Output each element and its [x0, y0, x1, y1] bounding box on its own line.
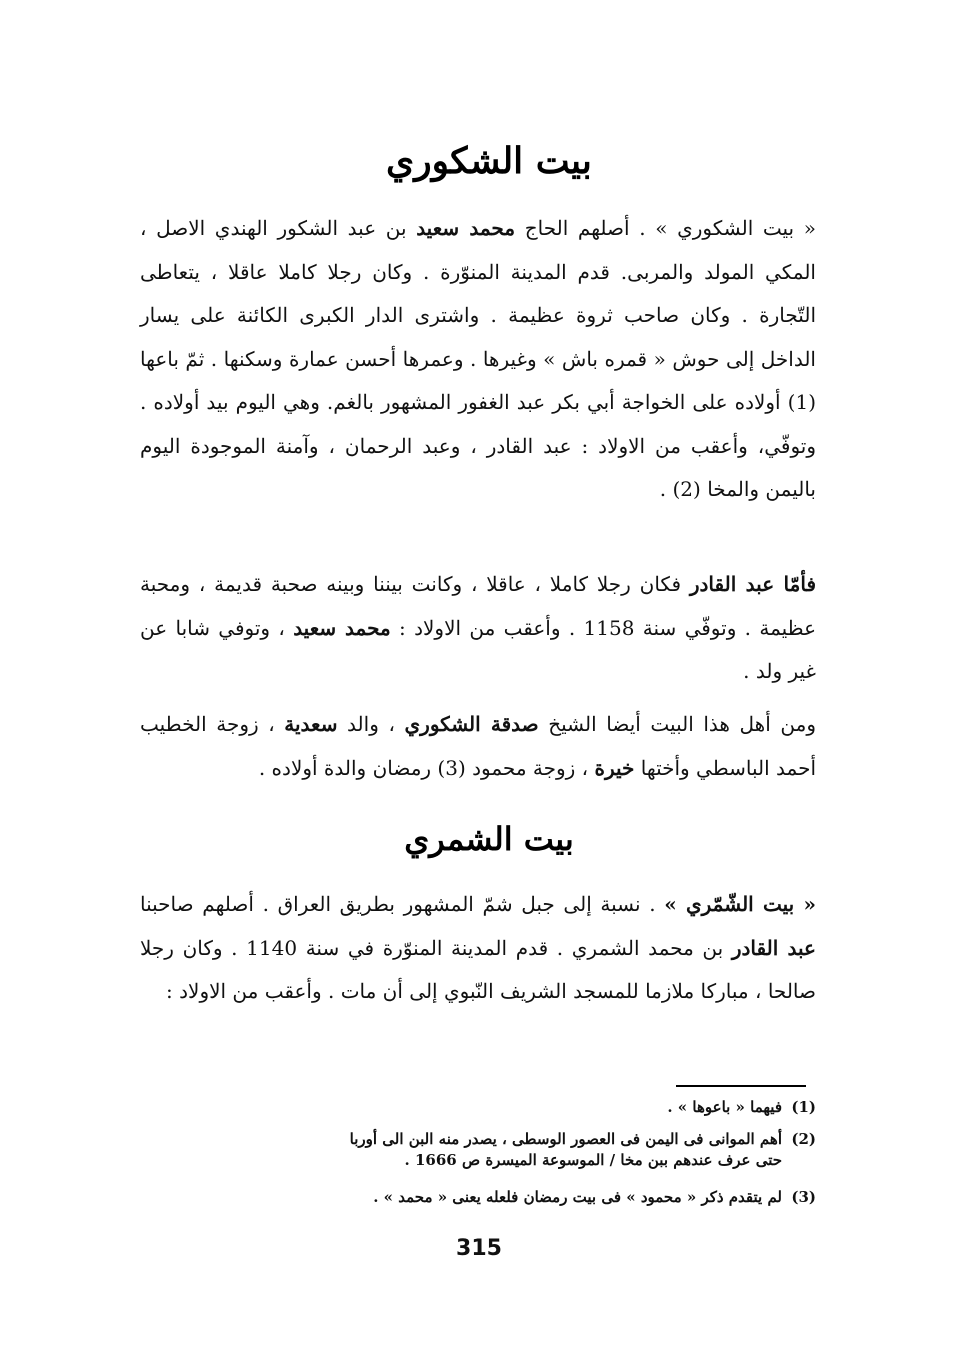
footnote-number: (2): [791, 1130, 816, 1148]
text-run: « بيت الشكوري » . أصلهم الحاج: [515, 216, 816, 240]
bold-name: محمد سعيد: [416, 216, 516, 240]
text-run: ، زوجة محمود (3) رمضان والدة أولاده .: [258, 755, 595, 780]
section-heading-shakuri: بيت الشكوري: [386, 140, 592, 182]
bold-name: صدقة الشكوري: [404, 712, 539, 736]
paragraph-sadaqa: [140, 703, 816, 790]
section-heading-shammari: بيت الشمري: [404, 820, 574, 858]
paragraph-shakuri-origin: [140, 207, 816, 512]
text-run: . نسبة إلى جبل شمّ المشهور بطريق العراق . أصلهم صاحبنا: [140, 892, 665, 916]
bold-name: سعدية: [284, 712, 338, 736]
footnote-number: (1): [791, 1098, 816, 1116]
footnote-text: أهم الموانى فى اليمن فى العصور الوسطى ، يصدر منه البن الى أوربا: [349, 1130, 782, 1148]
text-run: بن محمد الشمري . قدم المدينة المنوّرة في سنة 1140 . وكان رجلا صالحا ، مباركا ملازما للمسجد الشريف النّبوي إلى أن مات . وأعقب من الاولاد :: [140, 935, 816, 1003]
page-number: 315: [456, 1236, 502, 1261]
bold-name: « بيت الشّمّري »: [664, 892, 816, 916]
bold-name: خيرة: [594, 755, 635, 780]
footnote-text: لم يتقدم ذكر « محمود » فى بيت رمضان فلعله يعنى « محمد » .: [373, 1188, 782, 1206]
text-run: فكان رجلا كاملا ، عاقلا ، وكانت بيننا وبينه صحبة قديمة ، ومحبة عظيمة . وتوفّي سنة 1158 . وأعقب من الاولاد :: [140, 572, 817, 640]
footnote-divider: [676, 1085, 806, 1087]
text-run: بن عبد الشكور الهندي الاصل ، المكي المولد والمربى. قدم المدينة المنوّرة . وكان رجلا كاملا عاقلا ، يتعاطى التّجارة . وكان صاحب ثروة عظيمة . واشترى الدار الكبرى الكائنة على يسار الداخل إلى حوش « قمره باش » وغيرها . وعمرها أحسن عمارة وسكنها . ثمّ باعها (1) أولاده على الخواجة أبي بكر عبد الغفور المشهور بالغم. وهي اليوم بيد أولاده . وتوفّي، وأعقب من الاولاد : عبد القادر ، وعبد الرحمان ، وآمنة الموجودة اليوم باليمن والمخا (2) .: [140, 216, 816, 501]
text-run: ، والد: [337, 712, 405, 736]
paragraph-shammari-origin: [140, 883, 816, 1014]
footnote-text: فيهما « باعوها » .: [667, 1098, 782, 1116]
text-run: ، وتوفي شابا عن غير ولد .: [140, 615, 816, 683]
footnote-number: (3): [791, 1188, 816, 1206]
bold-name: محمد سعيد: [293, 615, 391, 640]
paragraph-abd-al-qadir: [140, 563, 816, 694]
footnote-3: [140, 1187, 816, 1208]
text-run: ومن أهل هذا البيت أيضا الشيخ: [538, 712, 816, 736]
footnote-text-continued: حتى عرف عندهم ببن مخا / الموسوعة الميسرة ص 1666 .: [404, 1151, 782, 1169]
bold-name: عبد القادر: [731, 935, 816, 960]
footnote-1: [140, 1097, 816, 1118]
text-run: ، زوجة الخطيب أحمد الباسطي وأختها: [140, 712, 816, 780]
bold-name: فأمّا عبد القادر: [689, 572, 817, 596]
footnote-2: [140, 1129, 816, 1171]
